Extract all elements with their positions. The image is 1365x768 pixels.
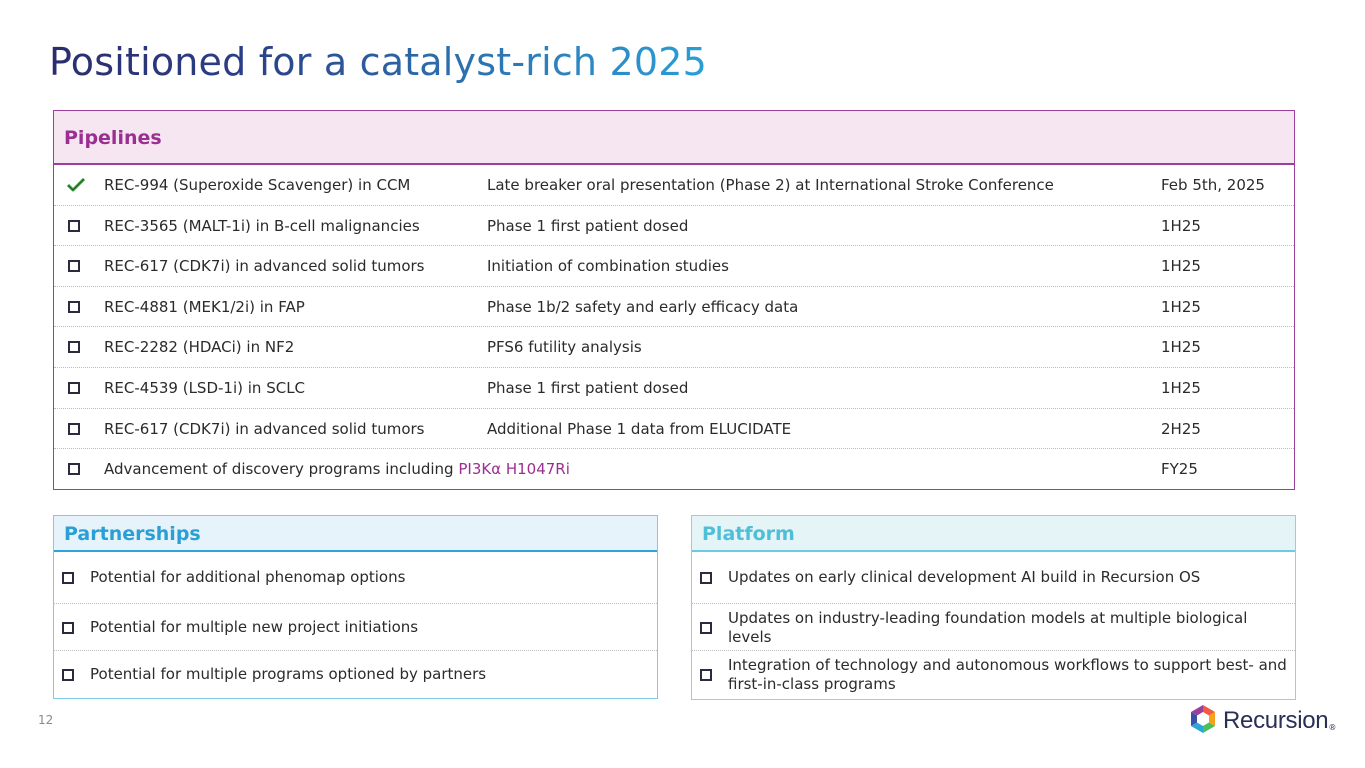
list-item-text: Updates on early clinical development AI build in Recursion OS	[728, 568, 1201, 586]
pipeline-milestone: Late breaker oral presentation (Phase 2) at International Stroke Conference	[487, 176, 1054, 194]
checkbox-icon	[67, 381, 81, 395]
pipeline-row-discovery	[54, 449, 1294, 490]
checkbox-icon	[67, 462, 81, 476]
checkbox-icon	[699, 668, 713, 682]
checkmark-icon	[67, 178, 81, 192]
hexagon-logo-icon	[1189, 704, 1217, 738]
list-item	[692, 552, 1295, 604]
pipeline-timing: 1H25	[1161, 257, 1201, 276]
checkbox-icon	[699, 571, 713, 585]
pipeline-program: REC-2282 (HDACi) in NF2	[104, 338, 295, 357]
pipeline-program: REC-4881 (MEK1/2i) in FAP	[104, 297, 305, 316]
pipeline-milestone: Phase 1 first patient dosed	[487, 216, 689, 235]
pipelines-heading: Pipelines	[64, 127, 162, 149]
checkbox-icon	[61, 668, 75, 682]
list-item	[692, 604, 1295, 651]
platform-header	[692, 516, 1295, 552]
checkbox-icon	[67, 219, 81, 233]
pipeline-timing: 2H25	[1161, 419, 1201, 438]
pipeline-timing: 1H25	[1161, 297, 1201, 316]
list-item-text: Potential for multiple new project initiations	[90, 618, 419, 636]
checkbox-icon	[67, 300, 81, 314]
pipeline-row	[54, 409, 1294, 450]
pipeline-row	[54, 327, 1294, 368]
platform-panel	[691, 515, 1296, 700]
pipeline-timing: 1H25	[1161, 378, 1201, 397]
pipeline-row	[54, 368, 1294, 409]
list-item-text: Potential for additional phenomap options	[90, 568, 406, 586]
partnerships-panel	[53, 515, 658, 699]
registered-mark: ®	[1328, 722, 1337, 732]
recursion-logo	[1189, 706, 1336, 736]
pipeline-row	[54, 287, 1294, 328]
checkbox-icon	[67, 340, 81, 354]
partnerships-header	[54, 516, 657, 552]
list-item-text: Potential for multiple programs optioned by partners	[90, 665, 487, 683]
checkbox-icon	[67, 422, 81, 436]
discovery-label: Advancement of discovery programs including	[104, 460, 459, 479]
pipeline-timing: 1H25	[1161, 338, 1201, 357]
list-item	[54, 552, 657, 604]
pipeline-program: REC-617 (CDK7i) in advanced solid tumors	[104, 419, 425, 438]
partnerships-heading: Partnerships	[64, 523, 201, 545]
pipeline-milestone: Phase 1b/2 safety and early efficacy data	[487, 297, 799, 316]
logo-wordmark: Recursion	[1223, 707, 1329, 734]
checkbox-icon	[61, 571, 75, 585]
discovery-text	[104, 460, 570, 478]
pipeline-milestone: Initiation of combination studies	[487, 257, 729, 276]
pipeline-row	[54, 206, 1294, 247]
list-item	[54, 604, 657, 651]
list-item-text: Integration of technology and autonomous workflows to support best- and first-in-class programs	[728, 656, 1287, 693]
checkbox-icon	[67, 259, 81, 273]
list-item-text: Updates on industry-leading foundation models at multiple biological levels	[728, 609, 1248, 646]
list-item	[54, 651, 657, 698]
pipeline-row	[54, 246, 1294, 287]
pipelines-header	[54, 111, 1294, 165]
pipeline-milestone: Additional Phase 1 data from ELUCIDATE	[487, 419, 792, 438]
pipeline-row	[54, 165, 1294, 206]
pipeline-program: REC-3565 (MALT-1i) in B-cell malignancies	[104, 216, 420, 235]
pipeline-program: REC-617 (CDK7i) in advanced solid tumors	[104, 257, 425, 276]
platform-heading: Platform	[702, 523, 795, 545]
pipelines-table	[53, 110, 1295, 490]
pipeline-timing: 1H25	[1161, 216, 1201, 235]
pipeline-program: REC-994 (Superoxide Scavenger) in CCM	[104, 176, 411, 194]
pipeline-timing: FY25	[1161, 460, 1198, 479]
pipeline-program: REC-4539 (LSD-1i) in SCLC	[104, 378, 306, 397]
pipeline-timing: Feb 5th, 2025	[1161, 176, 1265, 194]
pipeline-milestone: PFS6 futility analysis	[487, 338, 642, 357]
pipeline-milestone: Phase 1 first patient dosed	[487, 378, 689, 397]
slide-title: Positioned for a catalyst-rich 2025	[49, 40, 707, 84]
discovery-highlight: PI3Kα H1047Ri	[458, 460, 570, 479]
checkbox-icon	[699, 621, 713, 635]
list-item	[692, 651, 1295, 699]
page-number: 12	[38, 713, 54, 727]
checkbox-icon	[61, 621, 75, 635]
